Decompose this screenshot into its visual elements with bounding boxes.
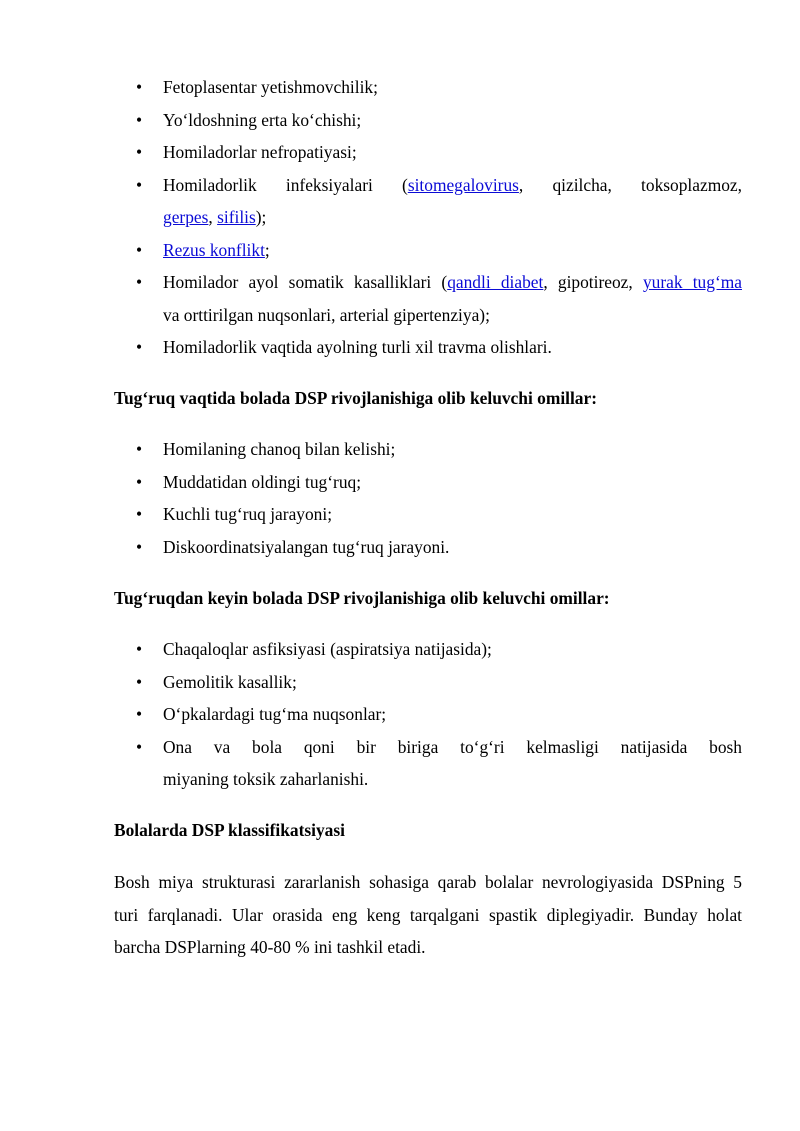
bullet-icon: • [136,671,143,692]
prenatal-factors-list [114,71,742,364]
rhesus-conflict-link[interactable]: Rezus konflikt [163,239,265,260]
list-item-somatic [114,266,742,331]
bullet-icon: • [136,536,143,557]
list-item-text: va orttirilgan nuqsonlari, arterial gipertenziya); [163,304,490,325]
list-item-line [163,266,742,299]
list-item-text: Kuchli tug‘ruq jarayoni; [163,504,333,524]
list-item-text: Diskoordinatsiyalangan tug‘ruq jarayoni. [163,536,450,557]
list-item [114,331,742,364]
list-item [114,136,742,169]
list-item-text: Yo‘ldoshning erta ko‘chishi; [163,109,362,130]
list-item [114,104,742,137]
list-item-text: Fetoplasentar yetishmovchilik; [163,77,378,97]
bullet-icon: • [136,272,143,292]
herpes-link[interactable]: gerpes [163,207,209,227]
list-item-text: ); [255,207,267,227]
bullet-icon: • [136,504,143,524]
section-heading-intrapartum: Tug‘ruq vaqtida bolada DSP rivojlanishiga olib keluvchi omillar: [114,388,598,408]
list-item-text: Homiladorlar nefropatiyasi; [163,142,357,162]
list-item-line [163,169,742,202]
list-item [114,731,742,796]
bullet-icon: • [136,77,143,97]
list-item-line: Ona va bola qoni bir biriga to‘g‘ri kelmasligi natijasida bosh [163,736,742,757]
list-item [114,531,742,564]
list-item-text: Homilaning chanoq bilan kelishi; [163,439,396,459]
list-item [114,498,742,531]
list-item-text: Homiladorlik vaqtida ayolning turli xil travma olishlari. [163,337,552,357]
bullet-icon: • [136,109,143,130]
list-item-text: , qizilcha, toksoplazmoz, [518,174,742,195]
list-item [114,466,742,499]
bullet-icon: • [136,736,143,757]
list-item [114,698,742,731]
list-item-infections [114,169,742,234]
list-item-text: ; [264,239,270,260]
paragraph-line: barcha DSPlarning 40-80 % ini tashkil etadi. [114,937,426,957]
list-item-text: , [208,207,218,227]
list-item [114,666,742,699]
cytomegalovirus-link[interactable]: sitomegalovirus [407,174,519,195]
list-item-text: Homilador ayol somatik kasalliklari ( [163,272,448,292]
list-item-text: Chaqaloqlar asfiksiyasi (aspiratsiya natijasida); [163,639,492,659]
list-item-text: Homiladorlik infeksiyalari ( [163,174,408,195]
list-item-rhesus [114,234,742,267]
bullet-icon: • [136,174,143,195]
paragraph-line: turi farqlanadi. Ular orasida eng keng tarqalgani spastik diplegiyadir. Bunday holat [114,904,742,925]
bullet-icon: • [136,239,143,260]
list-item [114,633,742,666]
bullet-icon: • [136,704,143,724]
bullet-icon: • [136,471,143,492]
list-item-line [163,201,742,234]
bullet-icon: • [136,439,143,459]
syphilis-link[interactable]: sifilis [217,207,256,227]
list-item [114,433,742,466]
diabetes-link[interactable]: qandli diabet [447,272,544,292]
list-item-line: miyaning toksik zaharlanishi. [163,769,369,789]
classification-paragraph [114,866,742,964]
congenital-heart-link[interactable]: yurak tug‘ma [642,272,742,292]
bullet-icon: • [136,142,143,162]
bullet-icon: • [136,639,143,659]
list-item-text: , gipotireoz, [543,272,643,292]
list-item-text: O‘pkalardagi tug‘ma nuqsonlar; [163,704,387,724]
postnatal-factors-list [114,633,742,796]
list-item-text: Muddatidan oldingi tug‘ruq; [163,471,362,492]
section-heading-postnatal: Tug‘ruqdan keyin bolada DSP rivojlanishiga olib keluvchi omillar: [114,588,610,608]
section-heading-classification: Bolalarda DSP klassifikatsiyasi [114,820,345,840]
bullet-icon: • [136,337,143,357]
paragraph-line: Bosh miya strukturasi zararlanish sohasiga qarab bolalar nevrologiyasida DSPning 5 [114,872,742,892]
intrapartum-factors-list [114,433,742,563]
list-item [114,71,742,104]
list-item-text: Gemolitik kasallik; [163,671,297,692]
